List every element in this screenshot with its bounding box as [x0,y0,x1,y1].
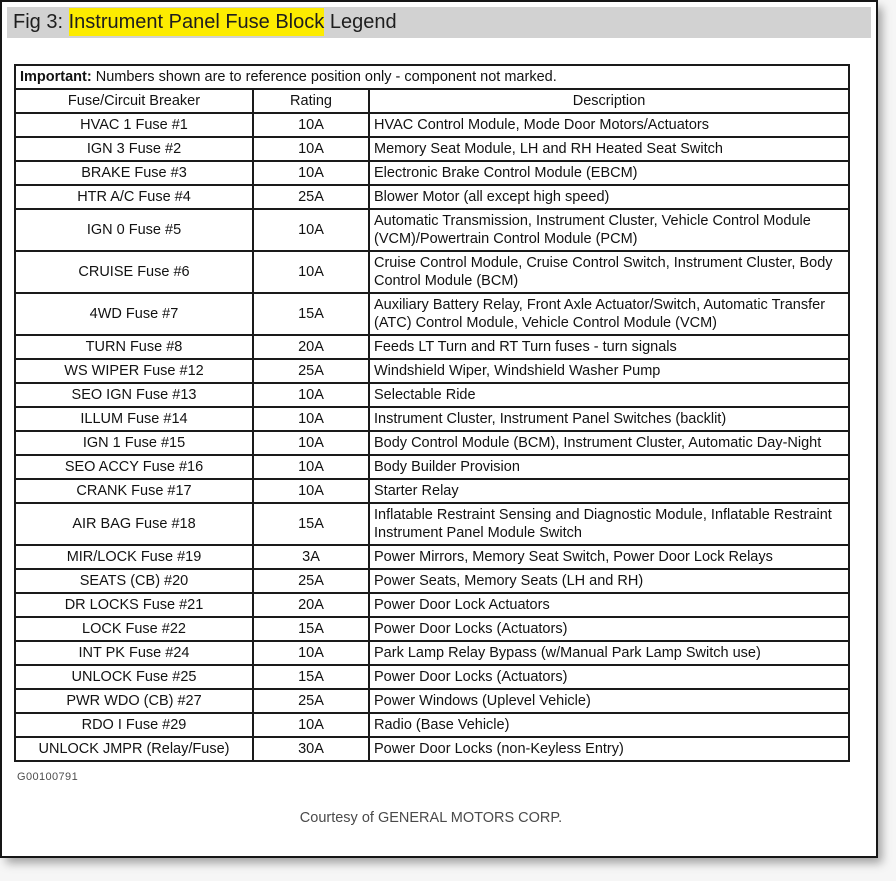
rating-cell: 25A [253,689,369,713]
table-row [15,545,849,569]
column-header-fuse: Fuse/Circuit Breaker [15,89,253,113]
description-cell: Selectable Ride [369,383,849,407]
important-note-row [15,65,849,89]
description-cell: Cruise Control Module, Cruise Control Switch, Instrument Cluster, Body Control Module (BCM) [369,251,849,293]
fuse-name-cell: IGN 3 Fuse #2 [15,137,253,161]
table-row [15,641,849,665]
fuse-name-cell: PWR WDO (CB) #27 [15,689,253,713]
important-note-cell [15,65,849,89]
description-cell: Instrument Cluster, Instrument Panel Switches (backlit) [369,407,849,431]
document-code: G00100791 [17,771,79,783]
description-cell: Windshield Wiper, Windshield Washer Pump [369,359,849,383]
description-cell: Park Lamp Relay Bypass (w/Manual Park Lamp Switch use) [369,641,849,665]
fuse-legend-table [14,64,850,762]
description-cell: Feeds LT Turn and RT Turn fuses - turn signals [369,335,849,359]
description-cell: Power Door Lock Actuators [369,593,849,617]
table-row [15,137,849,161]
description-cell: Electronic Brake Control Module (EBCM) [369,161,849,185]
description-cell: Body Control Module (BCM), Instrument Cluster, Automatic Day-Night [369,431,849,455]
column-header-description: Description [369,89,849,113]
rating-cell: 10A [253,641,369,665]
column-header-rating: Rating [253,89,369,113]
rating-cell: 30A [253,737,369,761]
important-note-label: Important: [20,69,92,85]
description-cell: Body Builder Provision [369,455,849,479]
fuse-name-cell: IGN 0 Fuse #5 [15,209,253,251]
fuse-name-cell: UNLOCK Fuse #25 [15,665,253,689]
fuse-name-cell: CRANK Fuse #17 [15,479,253,503]
description-cell: Inflatable Restraint Sensing and Diagnostic Module, Inflatable Restraint Instrument Panel Module Switch [369,503,849,545]
table-row [15,335,849,359]
rating-cell: 10A [253,137,369,161]
table-row [15,293,849,335]
fuse-name-cell: HVAC 1 Fuse #1 [15,113,253,137]
description-cell: Power Seats, Memory Seats (LH and RH) [369,569,849,593]
rating-cell: 10A [253,713,369,737]
fuse-name-cell: RDO I Fuse #29 [15,713,253,737]
courtesy-line: Courtesy of GENERAL MOTORS CORP. [299,810,563,826]
figure-caption-highlight: Instrument Panel Fuse Block [69,8,325,36]
rating-cell: 10A [253,407,369,431]
description-cell: HVAC Control Module, Mode Door Motors/Actuators [369,113,849,137]
fuse-name-cell: CRUISE Fuse #6 [15,251,253,293]
description-cell: Memory Seat Module, LH and RH Heated Seat Switch [369,137,849,161]
fuse-name-cell: UNLOCK JMPR (Relay/Fuse) [15,737,253,761]
table-row [15,383,849,407]
table-row [15,593,849,617]
rating-cell: 25A [253,569,369,593]
table-row [15,569,849,593]
table-row [15,617,849,641]
description-cell: Power Door Locks (Actuators) [369,617,849,641]
table-row [15,359,849,383]
description-cell: Auxiliary Battery Relay, Front Axle Actuator/Switch, Automatic Transfer (ATC) Control Module, Vehicle Control Module (VCM) [369,293,849,335]
fuse-table-body [15,113,849,761]
figure-caption-bar [7,7,871,38]
rating-cell: 10A [253,431,369,455]
description-cell: Power Windows (Uplevel Vehicle) [369,689,849,713]
rating-cell: 3A [253,545,369,569]
table-row [15,689,849,713]
description-cell: Power Door Locks (Actuators) [369,665,849,689]
fuse-name-cell: 4WD Fuse #7 [15,293,253,335]
column-header-row [15,89,849,113]
fuse-name-cell: WS WIPER Fuse #12 [15,359,253,383]
fuse-name-cell: AIR BAG Fuse #18 [15,503,253,545]
table-row [15,503,849,545]
rating-cell: 10A [253,479,369,503]
table-row [15,113,849,137]
rating-cell: 15A [253,293,369,335]
fuse-name-cell: LOCK Fuse #22 [15,617,253,641]
table-row [15,455,849,479]
fuse-name-cell: SEO ACCY Fuse #16 [15,455,253,479]
table-row [15,209,849,251]
fuse-name-cell: DR LOCKS Fuse #21 [15,593,253,617]
table-row [15,161,849,185]
fuse-name-cell: HTR A/C Fuse #4 [15,185,253,209]
rating-cell: 10A [253,161,369,185]
rating-cell: 25A [253,185,369,209]
rating-cell: 20A [253,593,369,617]
figure-caption-prefix: Fig 3: [13,11,69,33]
rating-cell: 15A [253,665,369,689]
rating-cell: 10A [253,383,369,407]
description-cell: Power Mirrors, Memory Seat Switch, Power Door Lock Relays [369,545,849,569]
rating-cell: 15A [253,503,369,545]
fuse-name-cell: SEO IGN Fuse #13 [15,383,253,407]
table-row [15,713,849,737]
description-cell: Automatic Transmission, Instrument Cluster, Vehicle Control Module (VCM)/Powertrain Control Module (PCM) [369,209,849,251]
fuse-name-cell: BRAKE Fuse #3 [15,161,253,185]
rating-cell: 25A [253,359,369,383]
table-row [15,251,849,293]
table-row [15,479,849,503]
description-cell: Radio (Base Vehicle) [369,713,849,737]
scanned-document-area [14,64,848,826]
figure-caption-suffix: Legend [324,11,397,33]
table-row [15,431,849,455]
rating-cell: 10A [253,455,369,479]
fuse-name-cell: TURN Fuse #8 [15,335,253,359]
rating-cell: 10A [253,251,369,293]
description-cell: Blower Motor (all except high speed) [369,185,849,209]
fuse-name-cell: IGN 1 Fuse #15 [15,431,253,455]
description-cell: Starter Relay [369,479,849,503]
rating-cell: 15A [253,617,369,641]
table-row [15,185,849,209]
rating-cell: 10A [253,209,369,251]
table-row [15,665,849,689]
fuse-name-cell: SEATS (CB) #20 [15,569,253,593]
rating-cell: 20A [253,335,369,359]
description-cell: Power Door Locks (non-Keyless Entry) [369,737,849,761]
important-note-text: Numbers shown are to reference position only - component not marked. [91,69,557,85]
table-row [15,407,849,431]
fuse-name-cell: MIR/LOCK Fuse #19 [15,545,253,569]
table-row [15,737,849,761]
rating-cell: 10A [253,113,369,137]
fuse-name-cell: INT PK Fuse #24 [15,641,253,665]
fuse-name-cell: ILLUM Fuse #14 [15,407,253,431]
